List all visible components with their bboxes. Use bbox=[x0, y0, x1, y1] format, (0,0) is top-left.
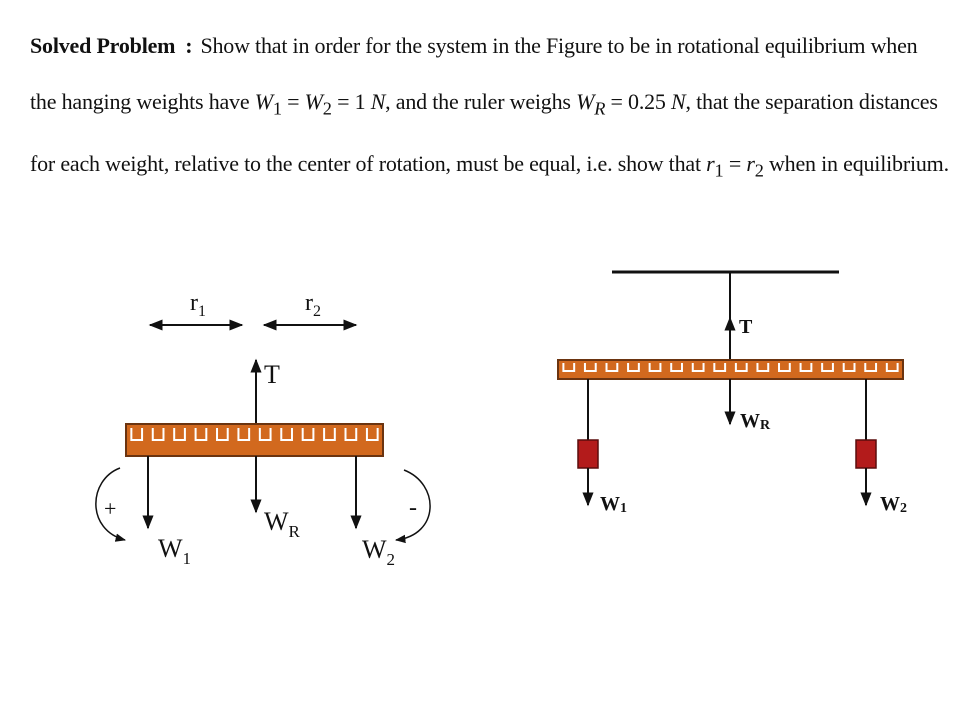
line3-text-b: when in equilibrium. bbox=[763, 151, 949, 177]
r2-label: $r_2$ bbox=[305, 290, 321, 320]
left-tension-label: T bbox=[264, 360, 280, 389]
line2-text-c: , that the separation distances bbox=[685, 89, 938, 114]
left-figure bbox=[96, 290, 430, 569]
line2-eq3: = 0.25 bbox=[605, 89, 672, 114]
r2-symbol: r bbox=[746, 151, 755, 177]
right-w1-label: W1 bbox=[600, 493, 627, 516]
line2-text-b: , and the ruler weighs bbox=[385, 89, 577, 114]
r2-subscript: 2 bbox=[754, 160, 764, 181]
w2-subscript: 2 bbox=[322, 98, 332, 119]
negative-sign: - bbox=[409, 495, 417, 521]
w2-symbol: W bbox=[304, 89, 323, 114]
wr-symbol: W bbox=[576, 89, 595, 114]
w1-subscript: 1 bbox=[272, 98, 282, 119]
line2-eq2: = 1 bbox=[331, 89, 371, 114]
wr-subscript: R bbox=[594, 98, 606, 119]
r1-subscript: 1 bbox=[714, 160, 724, 181]
left-ruler bbox=[126, 424, 383, 456]
left-w2-label: $W_2$ bbox=[362, 535, 396, 569]
right-ruler bbox=[558, 360, 903, 379]
line3-text-a: for each weight, relative to the center of rotation, must be equal, i.e. show that bbox=[30, 151, 707, 177]
left-w1-label: $W_1$ bbox=[158, 534, 192, 568]
problem-line-1-text: Show that in order for the system in the Figure to be in rotational equilibrium when bbox=[200, 33, 918, 58]
heading-colon: : bbox=[185, 33, 193, 58]
mass2-block bbox=[856, 440, 876, 468]
right-w2-label: W2 bbox=[880, 493, 907, 516]
w1-symbol: W bbox=[254, 89, 273, 114]
r1-label: $r_1$ bbox=[190, 290, 206, 320]
right-tension-label: T bbox=[739, 316, 753, 338]
line2-eq1: = bbox=[281, 89, 305, 114]
right-figure bbox=[558, 272, 907, 516]
r1-symbol: r bbox=[706, 151, 715, 177]
left-wr-label: $W_R$ bbox=[264, 507, 300, 541]
line2-text-a: the hanging weights have bbox=[30, 89, 255, 114]
problem-heading: Solved Problem bbox=[30, 33, 176, 58]
line3-eq: = bbox=[723, 151, 747, 177]
right-wr-label: WR bbox=[740, 410, 771, 433]
positive-sign: + bbox=[104, 496, 117, 521]
mass1-block bbox=[578, 440, 598, 468]
newton-unit: N bbox=[370, 89, 386, 114]
newton-unit-2: N bbox=[671, 89, 686, 114]
